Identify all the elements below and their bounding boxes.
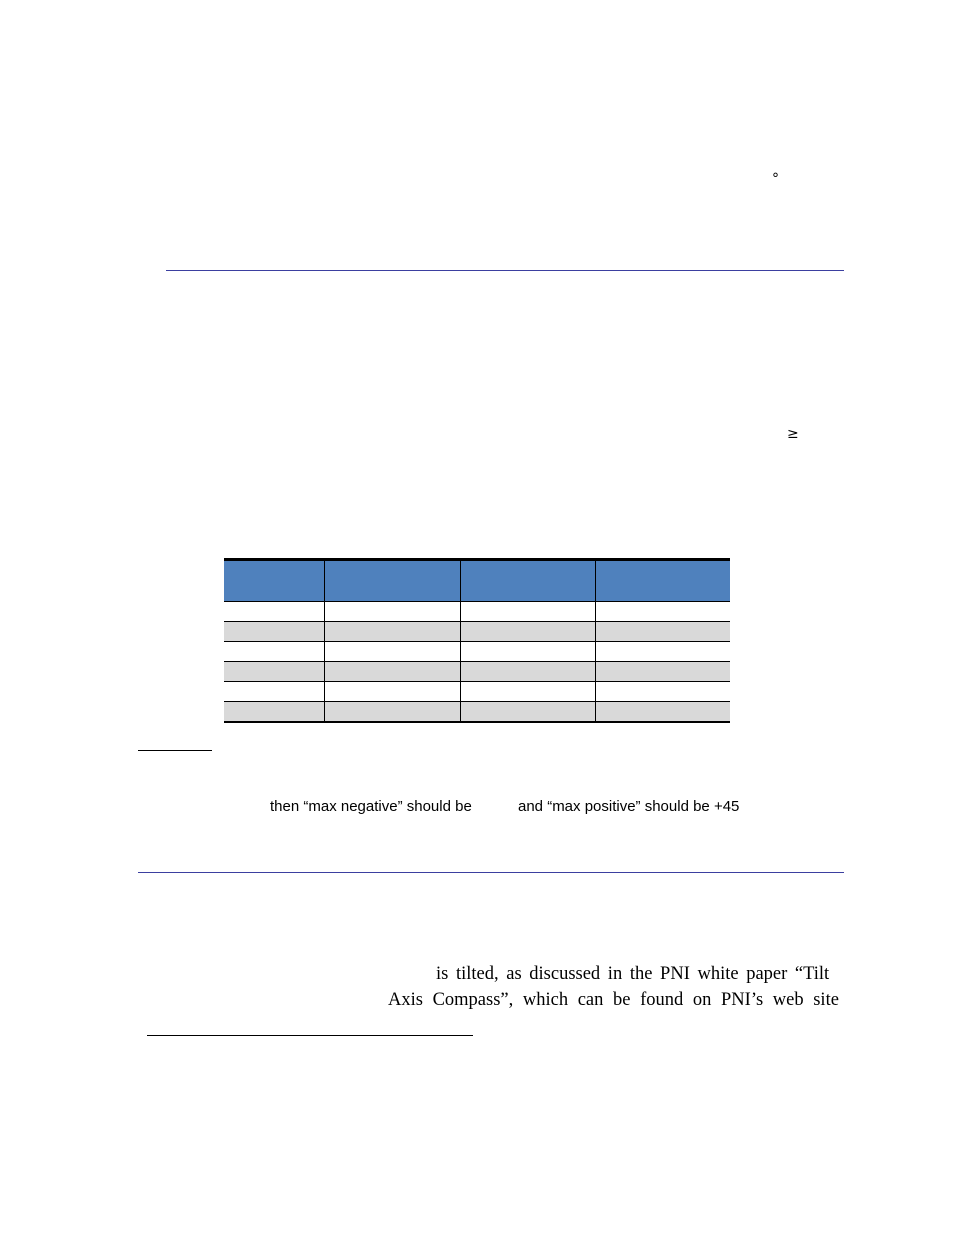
table-cell bbox=[596, 602, 731, 622]
table-cell bbox=[596, 702, 731, 723]
table-cell bbox=[325, 682, 461, 702]
table-cell bbox=[596, 642, 731, 662]
table-header-cell bbox=[325, 560, 461, 602]
table-cell bbox=[224, 622, 325, 642]
table-cell bbox=[461, 622, 596, 642]
table-cell bbox=[325, 602, 461, 622]
table-row bbox=[224, 702, 730, 723]
table-row bbox=[224, 682, 730, 702]
section-divider-top bbox=[166, 270, 844, 271]
table-cell bbox=[224, 702, 325, 723]
table-cell bbox=[461, 602, 596, 622]
table-cell bbox=[461, 682, 596, 702]
table-cell bbox=[596, 622, 731, 642]
section-divider-bottom bbox=[138, 872, 844, 873]
table-cell bbox=[224, 642, 325, 662]
table-row bbox=[224, 602, 730, 622]
table-cell bbox=[325, 642, 461, 662]
table-header-row bbox=[224, 560, 730, 602]
table-cell bbox=[224, 662, 325, 682]
table-cell bbox=[224, 682, 325, 702]
table-row bbox=[224, 662, 730, 682]
table-row bbox=[224, 642, 730, 662]
table-cell bbox=[461, 662, 596, 682]
table-header-cell bbox=[224, 560, 325, 602]
degree-symbol: ° bbox=[772, 171, 779, 187]
table-cell bbox=[461, 702, 596, 723]
table-header-cell bbox=[461, 560, 596, 602]
body-text-line-1: is tilted, as discussed in the PNI white paper “Tilt bbox=[436, 964, 830, 984]
table-cell bbox=[596, 662, 731, 682]
table-cell bbox=[325, 702, 461, 723]
table-cell bbox=[224, 602, 325, 622]
note-label-underline bbox=[138, 750, 212, 751]
table-note-part-2: and “max positive” should be +45 bbox=[518, 798, 740, 815]
table-cell bbox=[596, 682, 731, 702]
table-note-part-1: then “max negative” should be bbox=[270, 798, 472, 815]
table-cell bbox=[325, 622, 461, 642]
greater-equal-symbol: ≥ bbox=[787, 426, 799, 442]
footnote-separator bbox=[147, 1035, 473, 1036]
data-table bbox=[224, 558, 730, 723]
body-text-line-2: Axis Compass”, which can be found on PNI’s web site bbox=[388, 990, 839, 1010]
table-row bbox=[224, 622, 730, 642]
table-cell bbox=[461, 642, 596, 662]
table-cell bbox=[325, 662, 461, 682]
table-header-cell bbox=[596, 560, 731, 602]
